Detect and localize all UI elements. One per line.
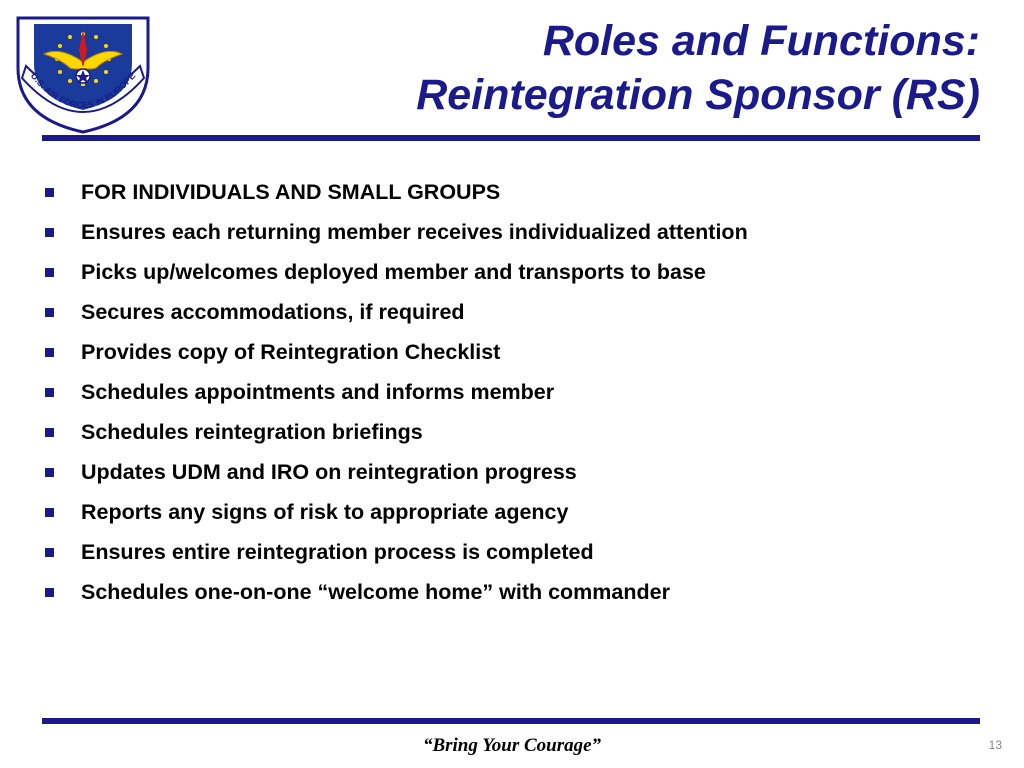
title-line-1: Roles and Functions:: [542, 17, 980, 65]
bullet-square-icon: [45, 588, 54, 597]
bullet-text: Schedules reintegration briefings: [81, 420, 423, 444]
bullet-square-icon: [45, 428, 54, 437]
bullet-text: Provides copy of Reintegration Checklist: [81, 340, 501, 364]
bullet-item: [42, 252, 962, 292]
bullet-text: Reports any signs of risk to appropriate agency: [81, 500, 569, 524]
bullet-square-icon: [45, 188, 54, 197]
footer-motto: “Bring Your Courage”: [422, 735, 602, 756]
bullet-text: FOR INDIVIDUALS AND SMALL GROUPS: [81, 180, 501, 204]
usafe-shield-logo: [10, 6, 155, 136]
bullet-list: [42, 172, 962, 612]
top-divider: [42, 135, 980, 141]
page-title: [220, 14, 980, 122]
bullet-text: Ensures entire reintegration process is completed: [81, 540, 594, 564]
bullet-square-icon: [45, 548, 54, 557]
bullet-item: [42, 212, 962, 252]
bullet-square-icon: [45, 508, 54, 517]
bullet-item: [42, 372, 962, 412]
page-number: 13: [988, 738, 1002, 752]
bullet-item: [42, 532, 962, 572]
bullet-text: Picks up/welcomes deployed member and transports to base: [81, 260, 706, 284]
bullet-square-icon: [45, 348, 54, 357]
bullet-square-icon: [45, 308, 54, 317]
bullet-item: [42, 412, 962, 452]
bullet-item: [42, 572, 962, 612]
bullet-text: Schedules one-on-one “welcome home” with commander: [81, 580, 670, 604]
bullet-item: [42, 172, 962, 212]
bullet-text: Ensures each returning member receives individualized attention: [81, 220, 748, 244]
bottom-divider: [42, 718, 980, 724]
title-line-2: Reintegration Sponsor (RS): [416, 71, 980, 119]
bullet-item: [42, 452, 962, 492]
bullet-square-icon: [45, 468, 54, 477]
bullet-text: Updates UDM and IRO on reintegration progress: [81, 460, 577, 484]
bullet-square-icon: [45, 228, 54, 237]
bullet-item: [42, 332, 962, 372]
logo-text: U.S. AIR FORCES IN EUROPE: [28, 70, 138, 111]
bullet-text: Schedules appointments and informs member: [81, 380, 555, 404]
bullet-square-icon: [45, 388, 54, 397]
bullet-item: [42, 492, 962, 532]
bullet-text: Secures accommodations, if required: [81, 300, 465, 324]
bullet-item: [42, 292, 962, 332]
bullet-square-icon: [45, 268, 54, 277]
